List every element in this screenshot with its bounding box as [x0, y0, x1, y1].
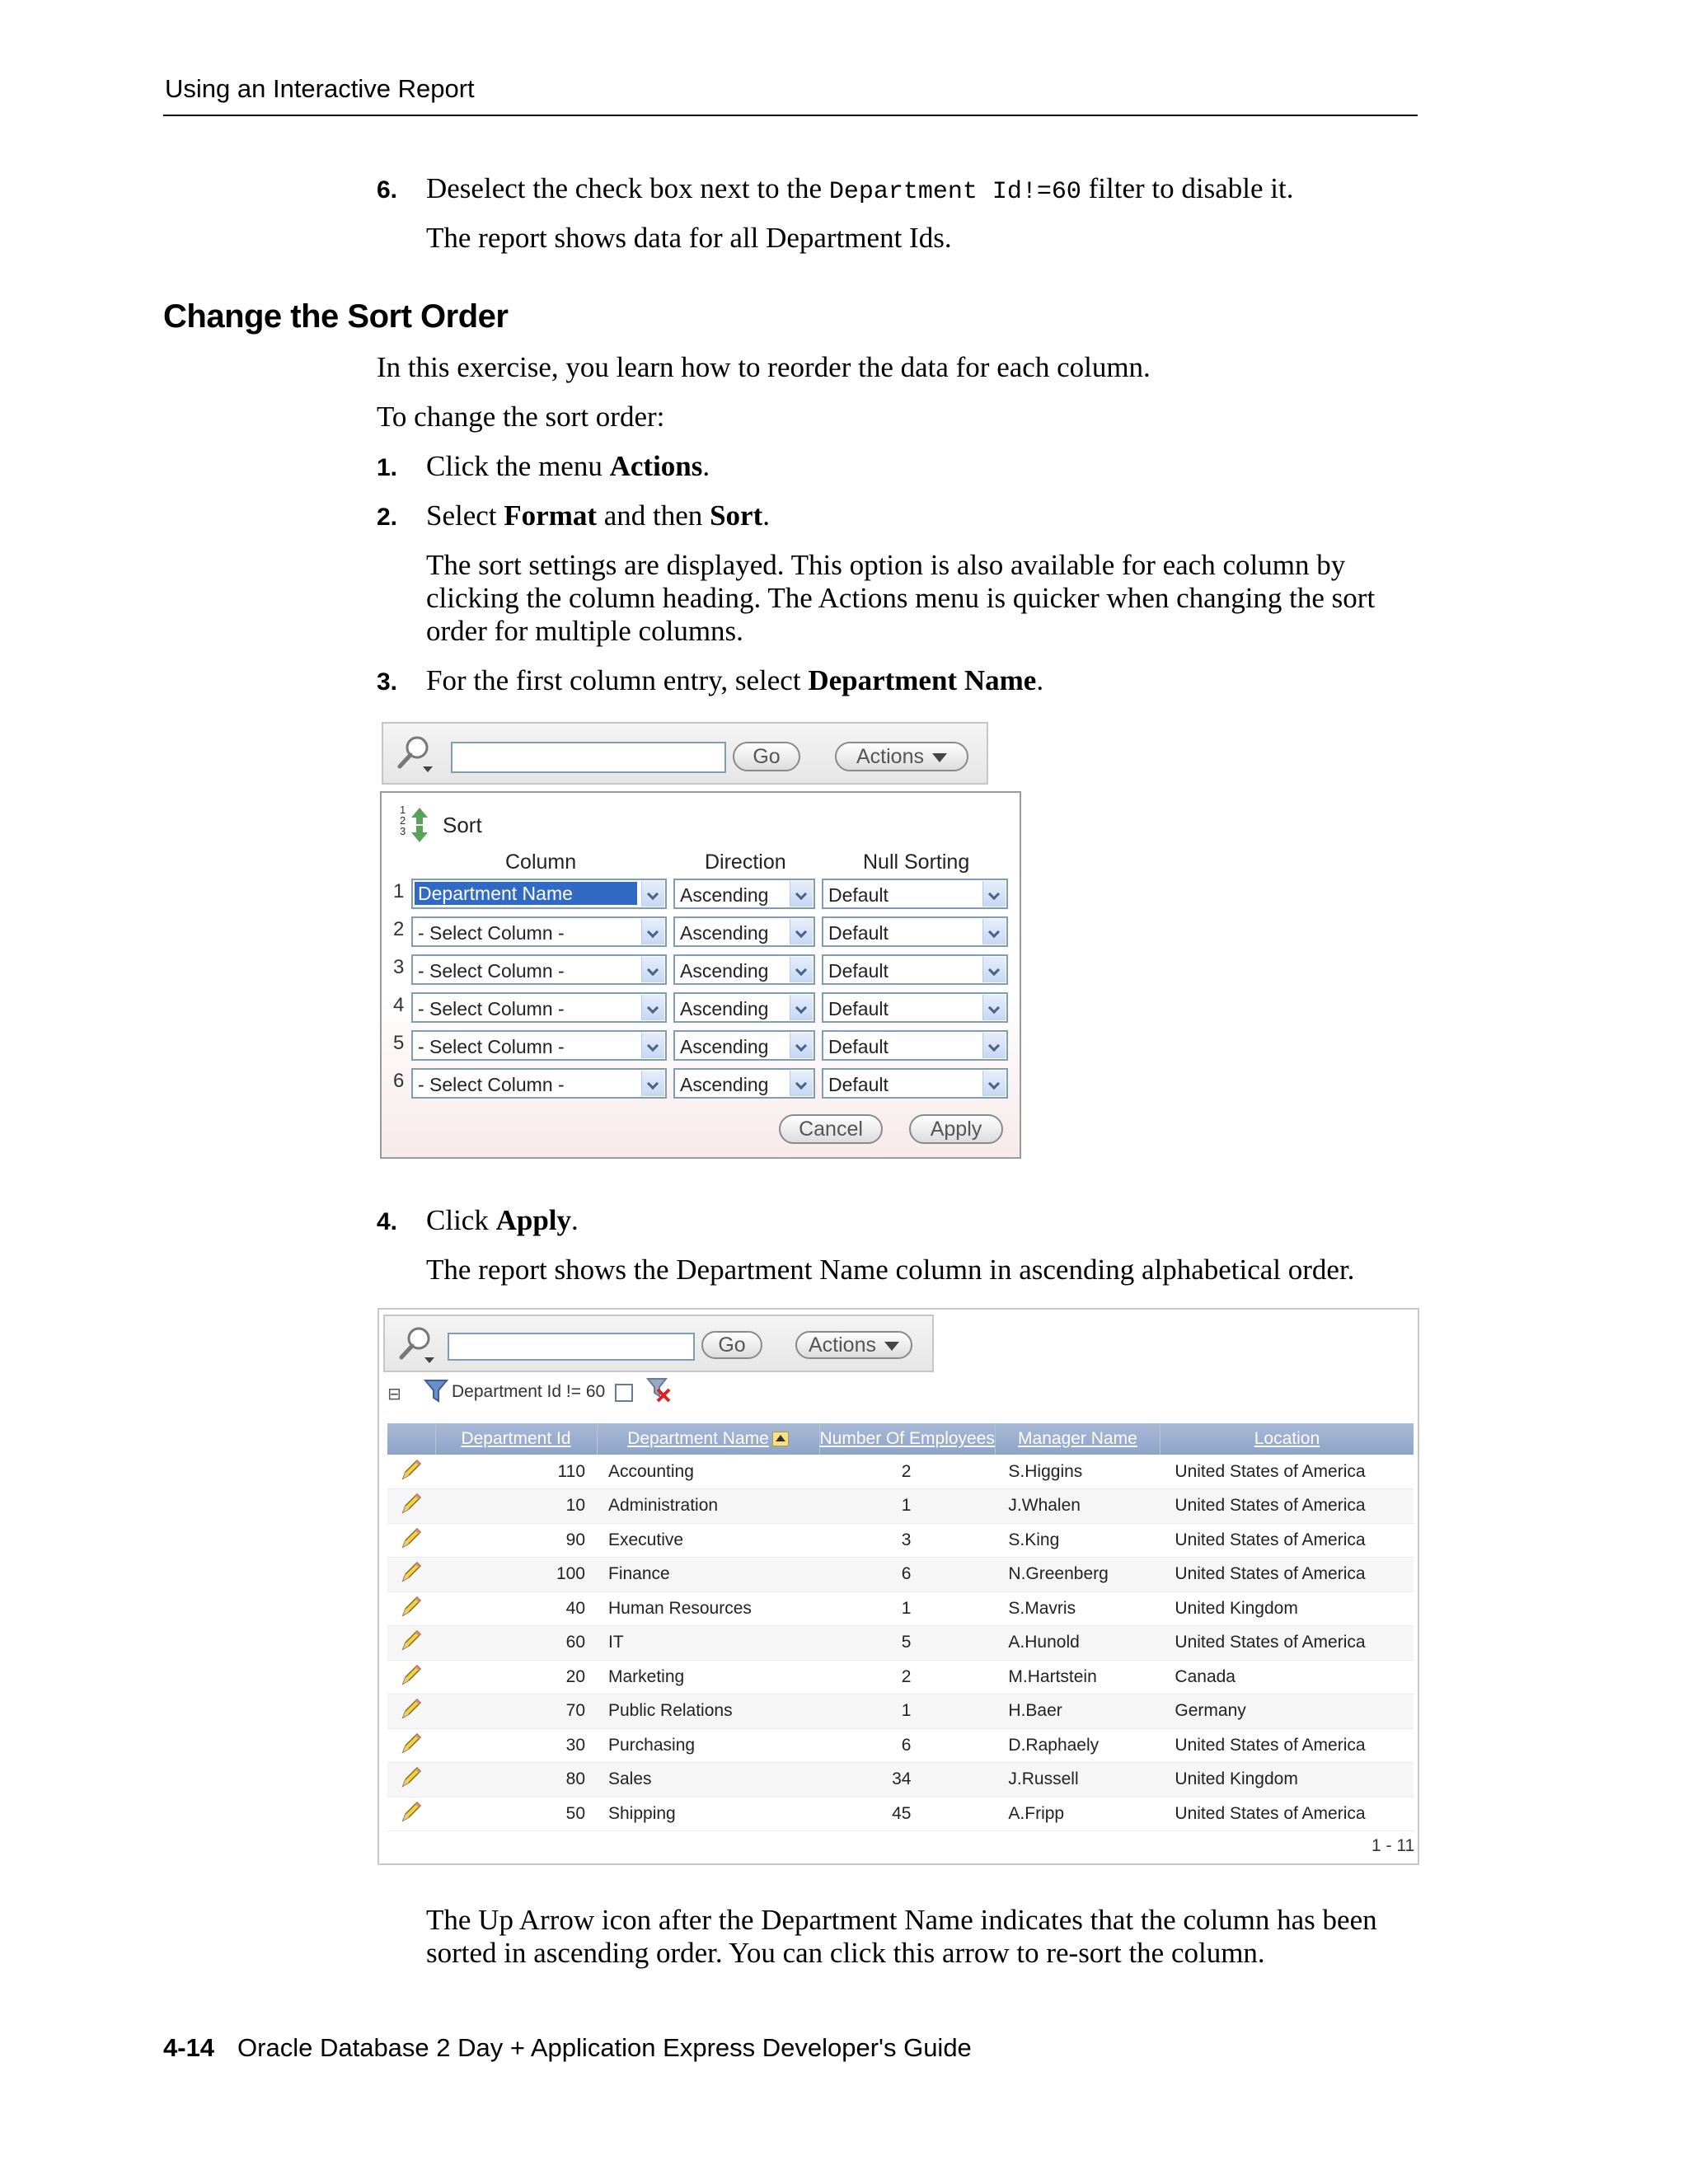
- sort-dialog: [380, 791, 1021, 1159]
- cell-number-of-employees: 1: [819, 1489, 995, 1524]
- column-header-department-id[interactable]: Department Id: [435, 1423, 597, 1455]
- sort-ascending-icon[interactable]: [772, 1432, 789, 1446]
- select-value: Ascending: [680, 960, 769, 982]
- select-value: Ascending: [680, 884, 769, 906]
- step-1-text: [426, 450, 710, 483]
- step-2-text: [426, 499, 770, 532]
- cell-number-of-employees: 1: [819, 1694, 995, 1729]
- sort-column-select[interactable]: [411, 992, 667, 1023]
- cell-department-name: Marketing: [597, 1660, 819, 1694]
- pagination-label: 1 - 11: [1372, 1836, 1415, 1855]
- edit-row-icon[interactable]: [387, 1489, 435, 1524]
- table-row: [387, 1728, 1414, 1763]
- cell-department-name: Purchasing: [597, 1728, 819, 1763]
- chevron-down-icon: [641, 881, 664, 907]
- sort-column-select[interactable]: [411, 1068, 667, 1099]
- edit-row-icon[interactable]: [387, 1763, 435, 1797]
- cell-number-of-employees: 2: [819, 1660, 995, 1694]
- table-row: [387, 1523, 1414, 1558]
- table-row: [387, 1797, 1414, 1831]
- cell-manager-name: N.Greenberg: [995, 1558, 1160, 1592]
- sort-direction-select[interactable]: [673, 992, 815, 1023]
- cell-number-of-employees: 1: [819, 1591, 995, 1626]
- table-row: [387, 1660, 1414, 1694]
- actions-label: Actions: [809, 1333, 876, 1357]
- sort-direction-select[interactable]: [673, 916, 815, 947]
- cell-department-id: 70: [435, 1694, 597, 1729]
- cell-number-of-employees: 5: [819, 1626, 995, 1661]
- sort-column-select[interactable]: [411, 879, 667, 909]
- edit-row-icon[interactable]: [387, 1523, 435, 1558]
- sort-row-number: 2: [393, 918, 405, 940]
- cell-location: United States of America: [1160, 1797, 1414, 1831]
- section-heading: Change the Sort Order: [163, 298, 509, 335]
- step-2-bold-format: Format: [504, 499, 598, 532]
- cell-department-name: Administration: [597, 1489, 819, 1524]
- cell-number-of-employees: 3: [819, 1523, 995, 1558]
- book-title: Oracle Database 2 Day + Application Express Developer's Guide: [237, 2033, 972, 2062]
- chevron-down-icon: [790, 1071, 813, 1096]
- cell-manager-name: A.Fripp: [995, 1797, 1160, 1831]
- cell-department-name: Accounting: [597, 1455, 819, 1489]
- section-intro: In this exercise, you learn how to reorder the data for each column.: [377, 351, 1151, 383]
- cell-location: United States of America: [1160, 1489, 1414, 1524]
- cell-department-id: 100: [435, 1558, 597, 1592]
- step-2-text-plain: Select: [426, 499, 504, 532]
- step-2-end: .: [762, 499, 770, 532]
- cell-manager-name: D.Raphaely: [995, 1728, 1160, 1763]
- edit-column-header: [387, 1423, 435, 1455]
- null-sorting-header: Null Sorting: [863, 851, 970, 874]
- cell-department-id: 40: [435, 1591, 597, 1626]
- edit-row-icon[interactable]: [387, 1558, 435, 1592]
- report-search-toolbar: [383, 1315, 934, 1372]
- select-value: Default: [828, 922, 889, 944]
- chevron-down-icon: [982, 881, 1006, 907]
- search-icon[interactable]: [395, 733, 436, 775]
- column-header-department-name[interactable]: [597, 1423, 819, 1455]
- cell-manager-name: S.Higgins: [995, 1455, 1160, 1489]
- chevron-down-icon: [982, 957, 1006, 982]
- step-1-number: 1.: [377, 454, 398, 481]
- chevron-down-icon: [982, 1071, 1006, 1096]
- chevron-down-icon: [641, 957, 664, 982]
- closing-note-line: sorted in ascending order. You can click this arrow to re-sort the column.: [426, 1937, 1265, 1969]
- cell-number-of-employees: 2: [819, 1455, 995, 1489]
- cell-number-of-employees: 45: [819, 1797, 995, 1831]
- null-sorting-select[interactable]: [822, 1030, 1008, 1061]
- cell-department-name: IT: [597, 1626, 819, 1661]
- null-sorting-select[interactable]: [822, 1068, 1008, 1099]
- select-value: Ascending: [680, 1074, 769, 1095]
- sort-column-select[interactable]: [411, 1030, 667, 1061]
- select-value: Default: [828, 884, 889, 906]
- sort-search-toolbar: [382, 722, 988, 785]
- table-row: [387, 1626, 1414, 1661]
- cell-department-id: 50: [435, 1797, 597, 1831]
- sort-direction-select[interactable]: [673, 954, 815, 985]
- sort-column-select[interactable]: [411, 916, 667, 947]
- edit-row-icon[interactable]: [387, 1455, 435, 1489]
- page-number: 4-14: [163, 2033, 215, 2062]
- sort-direction-select[interactable]: [673, 1030, 815, 1061]
- table-row: [387, 1591, 1414, 1626]
- chevron-down-icon: [982, 919, 1006, 944]
- chevron-down-icon: [790, 1033, 813, 1058]
- sort-row-number: 3: [393, 956, 405, 978]
- filter-funnel-icon: [424, 1378, 448, 1404]
- table-row: [387, 1763, 1414, 1797]
- select-value: Ascending: [680, 998, 769, 1019]
- cell-manager-name: J.Russell: [995, 1763, 1160, 1797]
- apply-button[interactable]: Apply: [909, 1114, 1003, 1144]
- go-button[interactable]: Go: [733, 742, 800, 771]
- edit-row-icon[interactable]: [387, 1626, 435, 1661]
- step-2-note-line: The sort settings are displayed. This option is also available for each column by: [426, 549, 1346, 581]
- step-4-number: 4.: [377, 1208, 398, 1235]
- chevron-down-icon: [884, 1342, 899, 1351]
- sort-row-number: 6: [393, 1070, 405, 1092]
- cell-department-name: Finance: [597, 1558, 819, 1592]
- chevron-down-icon: [641, 919, 664, 944]
- cell-department-id: 80: [435, 1763, 597, 1797]
- chevron-down-icon: [790, 881, 813, 907]
- cell-manager-name: S.King: [995, 1523, 1160, 1558]
- cell-location: Germany: [1160, 1694, 1414, 1729]
- select-value: Ascending: [680, 922, 769, 944]
- column-header: Column: [505, 851, 577, 874]
- select-value: Default: [828, 1036, 889, 1057]
- cell-department-name: Shipping: [597, 1797, 819, 1831]
- select-value: - Select Column -: [418, 922, 565, 944]
- select-value: Department Name: [415, 882, 637, 905]
- step-1-end: .: [702, 450, 710, 482]
- step-6-result: The report shows data for all Department Ids.: [426, 222, 952, 254]
- chevron-down-icon: [790, 995, 813, 1020]
- cell-department-name: Executive: [597, 1523, 819, 1558]
- null-sorting-select[interactable]: [822, 954, 1008, 985]
- edit-row-icon[interactable]: [387, 1694, 435, 1729]
- cell-location: United States of America: [1160, 1558, 1414, 1592]
- select-value: Ascending: [680, 1036, 769, 1057]
- cell-department-name: Public Relations: [597, 1694, 819, 1729]
- column-header-manager-name[interactable]: Manager Name: [995, 1423, 1160, 1455]
- step-6-number: 6.: [377, 176, 398, 204]
- cell-location: United States of America: [1160, 1523, 1414, 1558]
- select-value: Default: [828, 960, 889, 982]
- step-4-bold: Apply: [495, 1204, 572, 1236]
- cell-department-id: 90: [435, 1523, 597, 1558]
- cell-department-id: 110: [435, 1455, 597, 1489]
- table-row: [387, 1694, 1414, 1729]
- cell-manager-name: M.Hartstein: [995, 1660, 1160, 1694]
- step-3-text-plain: For the first column entry, select: [426, 664, 809, 696]
- table-row: [387, 1455, 1414, 1489]
- edit-row-icon[interactable]: [387, 1728, 435, 1763]
- go-button[interactable]: Go: [701, 1331, 762, 1359]
- sort-icon-digits: 1 2 3: [400, 804, 406, 837]
- chevron-down-icon: [790, 919, 813, 944]
- search-input[interactable]: [448, 1333, 695, 1361]
- sort-order-icon: [400, 804, 436, 846]
- step-1-bold: Actions: [609, 450, 703, 482]
- column-header-location[interactable]: Location: [1160, 1423, 1414, 1455]
- step-4-note: The report shows the Department Name column in ascending alphabetical order.: [426, 1254, 1355, 1286]
- actions-menu-button[interactable]: [835, 742, 968, 771]
- step-2-mid: and then: [597, 499, 710, 532]
- step-3-text: [426, 664, 1043, 697]
- edit-row-icon[interactable]: [387, 1797, 435, 1831]
- up-down-arrows-icon: [410, 806, 434, 844]
- closing-note-line: The Up Arrow icon after the Department Name indicates that the column has been: [426, 1904, 1377, 1936]
- cell-department-id: 10: [435, 1489, 597, 1524]
- running-header: Using an Interactive Report: [165, 74, 475, 103]
- remove-filter-icon[interactable]: [646, 1376, 673, 1404]
- edit-row-icon[interactable]: [387, 1660, 435, 1694]
- cancel-button[interactable]: Cancel: [779, 1114, 883, 1144]
- null-sorting-select[interactable]: [822, 879, 1008, 909]
- cell-department-id: 20: [435, 1660, 597, 1694]
- search-input[interactable]: [451, 742, 726, 773]
- chevron-down-icon: [932, 753, 947, 762]
- step-3-end: .: [1036, 664, 1044, 696]
- null-sorting-select[interactable]: [822, 916, 1008, 947]
- step-6-text: [426, 172, 1293, 209]
- cell-number-of-employees: 6: [819, 1558, 995, 1592]
- page-footer: [163, 2033, 972, 2063]
- chevron-down-icon: [641, 1033, 664, 1058]
- select-value: Default: [828, 1074, 889, 1095]
- step-2-number: 2.: [377, 504, 398, 531]
- cell-number-of-employees: 34: [819, 1763, 995, 1797]
- filter-label: Department Id != 60: [452, 1382, 606, 1401]
- step-6-text-after: filter to disable it.: [1081, 172, 1294, 204]
- report-header-row: [387, 1423, 1414, 1455]
- step-2-note: [426, 549, 1375, 648]
- cell-department-id: 30: [435, 1728, 597, 1763]
- cell-location: Canada: [1160, 1660, 1414, 1694]
- step-6-text-before: Deselect the check box next to the: [426, 172, 829, 204]
- sort-row-number: 1: [393, 880, 405, 902]
- report-body: [387, 1455, 1414, 1831]
- step-1-text-plain: Click the menu: [426, 450, 610, 482]
- cell-location: United States of America: [1160, 1728, 1414, 1763]
- step-3-bold: Department Name: [808, 664, 1037, 696]
- step-4-text: [426, 1204, 579, 1237]
- chevron-down-icon: [641, 995, 664, 1020]
- header-rule: [163, 115, 1418, 116]
- search-icon[interactable]: [396, 1324, 438, 1366]
- select-value: Default: [828, 998, 889, 1019]
- collapse-filter-icon[interactable]: ⊟: [387, 1385, 401, 1404]
- chevron-down-icon: [982, 995, 1006, 1020]
- cell-manager-name: S.Mavris: [995, 1591, 1160, 1626]
- table-row: [387, 1558, 1414, 1592]
- step-2-note-line: order for multiple columns.: [426, 615, 743, 647]
- cell-manager-name: J.Whalen: [995, 1489, 1160, 1524]
- step-4-end: .: [571, 1204, 579, 1236]
- chevron-down-icon: [641, 1071, 664, 1096]
- report-table: [387, 1423, 1414, 1831]
- sort-row-number: 5: [393, 1032, 405, 1054]
- sort-row-number: 4: [393, 994, 405, 1016]
- cell-manager-name: A.Hunold: [995, 1626, 1160, 1661]
- cell-location: United States of America: [1160, 1455, 1414, 1489]
- cell-location: United Kingdom: [1160, 1591, 1414, 1626]
- table-row: [387, 1489, 1414, 1524]
- cell-location: United Kingdom: [1160, 1763, 1414, 1797]
- sort-direction-select[interactable]: [673, 879, 815, 909]
- sort-column-select[interactable]: [411, 954, 667, 985]
- direction-header: Direction: [705, 851, 786, 874]
- cell-department-name: Human Resources: [597, 1591, 819, 1626]
- cell-department-name: Sales: [597, 1763, 819, 1797]
- column-header-number-of-employees[interactable]: Number Of Employees: [819, 1423, 995, 1455]
- cell-number-of-employees: 6: [819, 1728, 995, 1763]
- department-name-header-label: Department Name: [627, 1429, 769, 1448]
- filter-enable-checkbox[interactable]: [615, 1384, 633, 1402]
- cell-location: United States of America: [1160, 1626, 1414, 1661]
- step-2-note-line: clicking the column heading. The Actions menu is quicker when changing the sort: [426, 582, 1376, 614]
- cell-manager-name: H.Baer: [995, 1694, 1160, 1729]
- filter-code: Department Id!=60: [828, 178, 1081, 206]
- select-value: - Select Column -: [418, 1036, 565, 1057]
- sort-direction-select[interactable]: [673, 1068, 815, 1099]
- closing-note: [426, 1904, 1377, 1970]
- step-4-text-plain: Click: [426, 1204, 496, 1236]
- select-value: - Select Column -: [418, 998, 565, 1019]
- select-value: - Select Column -: [418, 960, 565, 982]
- chevron-down-icon: [790, 957, 813, 982]
- null-sorting-select[interactable]: [822, 992, 1008, 1023]
- actions-menu-button[interactable]: [795, 1331, 912, 1359]
- edit-row-icon[interactable]: [387, 1591, 435, 1626]
- cell-department-id: 60: [435, 1626, 597, 1661]
- actions-label: Actions: [856, 745, 924, 768]
- step-2-bold-sort: Sort: [710, 499, 763, 532]
- section-lead: To change the sort order:: [377, 401, 665, 433]
- chevron-down-icon: [982, 1033, 1006, 1058]
- step-3-number: 3.: [377, 668, 398, 696]
- select-value: - Select Column -: [418, 1074, 565, 1095]
- sort-title: Sort: [443, 813, 482, 837]
